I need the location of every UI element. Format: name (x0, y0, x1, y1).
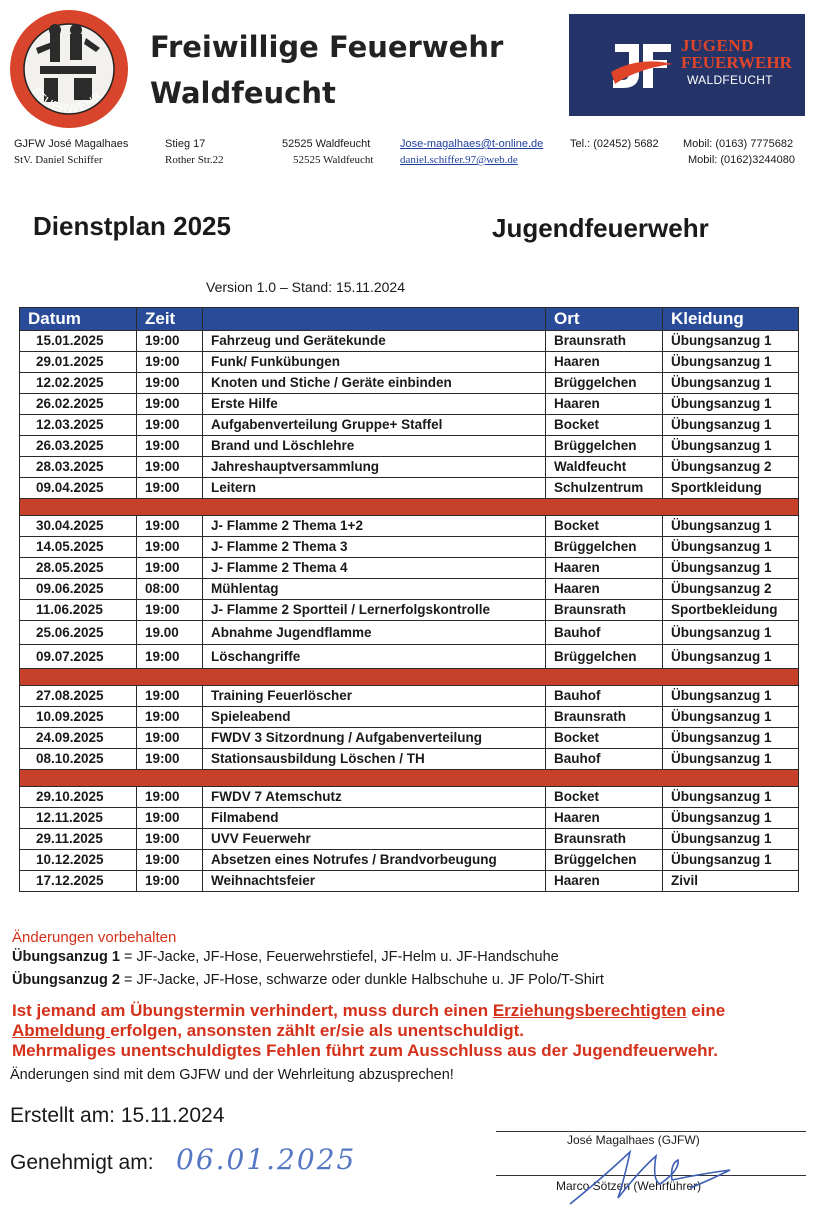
table-row (20, 415, 799, 436)
cell-topic: Aufgabenverteilung Gruppe+ Staffel (203, 415, 546, 436)
cell-date: 10.09.2025 (20, 707, 137, 728)
cell-date: 09.07.2025 (20, 645, 137, 669)
cell-clothing: Übungsanzug 1 (663, 749, 799, 770)
col-header-clothing: Kleidung (663, 308, 799, 331)
cell-date: 17.12.2025 (20, 871, 137, 892)
cell-date: 11.06.2025 (20, 600, 137, 621)
cell-location: Bocket (546, 787, 663, 808)
cell-location: Bauhof (546, 686, 663, 707)
org-name-line2: Waldfeucht (150, 76, 336, 110)
cell-location: Bauhof (546, 621, 663, 645)
section-separator (20, 499, 799, 516)
cell-location: Haaren (546, 871, 663, 892)
cell-topic: J- Flamme 2 Thema 1+2 (203, 516, 546, 537)
cell-location: Waldfeucht (546, 457, 663, 478)
contact-street-2: Rother Str.22 (165, 154, 224, 166)
section-separator-bar (20, 499, 799, 516)
cell-topic: Filmabend (203, 808, 546, 829)
contact-mobil-1: Mobil: (0163) 7775682 (683, 138, 794, 150)
contact-city-2: 52525 Waldfeucht (293, 154, 374, 166)
cell-time: 19:00 (137, 787, 203, 808)
schedule-table (19, 307, 799, 892)
cell-clothing: Übungsanzug 2 (663, 579, 799, 600)
approved-label: Genehmigt am: (10, 1151, 154, 1174)
cell-topic: FWDV 7 Atemschutz (203, 787, 546, 808)
table-row (20, 621, 799, 645)
cell-location: Bocket (546, 516, 663, 537)
table-header-row (20, 308, 799, 331)
cell-time: 19:00 (137, 808, 203, 829)
cell-location: Bocket (546, 415, 663, 436)
cell-time: 19.00 (137, 621, 203, 645)
cell-date: 29.01.2025 (20, 352, 137, 373)
table-row (20, 850, 799, 871)
cell-location: Schulzentrum (546, 478, 663, 499)
table-row (20, 787, 799, 808)
cell-date: 14.05.2025 (20, 537, 137, 558)
cell-time: 19:00 (137, 331, 203, 352)
suit2-label: Übungsanzug 2 (12, 972, 120, 988)
signature-name-1: José Magalhaes (GJFW) (567, 1133, 700, 1147)
cell-topic: Mühlentag (203, 579, 546, 600)
cell-date: 12.02.2025 (20, 373, 137, 394)
contact-mobil-2: Mobil: (0162)3244080 (688, 154, 796, 166)
cell-time: 19:00 (137, 373, 203, 394)
warning-part-c: erfolgen, ansonsten zählt er/sie als unentschuldigt. (110, 1021, 524, 1040)
table-row (20, 373, 799, 394)
page-subtitle: Jugendfeuerwehr (492, 213, 709, 243)
org-name-line1: Freiwillige Feuerwehr (150, 30, 504, 64)
cell-clothing: Übungsanzug 1 (663, 850, 799, 871)
cell-clothing: Übungsanzug 1 (663, 352, 799, 373)
table-row (20, 352, 799, 373)
suit2-text: = JF-Jacke, JF-Hose, schwarze oder dunkle Halbschuhe u. JF Polo/T-Shirt (119, 972, 604, 988)
fire-department-emblem (8, 8, 130, 130)
cell-time: 19:00 (137, 850, 203, 871)
cell-time: 19:00 (137, 478, 203, 499)
approved-date-handwritten: 06.01.2025 (176, 1143, 357, 1176)
cell-clothing: Übungsanzug 1 (663, 436, 799, 457)
table-row (20, 749, 799, 770)
table-row (20, 436, 799, 457)
absence-warning (12, 1001, 812, 1061)
handwritten-signature (560, 1140, 760, 1210)
cell-date: 28.05.2025 (20, 558, 137, 579)
suit1-definition (12, 949, 559, 965)
cell-time: 19:00 (137, 600, 203, 621)
cell-time: 19:00 (137, 457, 203, 478)
table-row (20, 871, 799, 892)
cell-clothing: Sportbekleidung (663, 600, 799, 621)
cell-time: 19:00 (137, 415, 203, 436)
cell-location: Bocket (546, 728, 663, 749)
cell-topic: Brand und Löschlehre (203, 436, 546, 457)
cell-time: 19:00 (137, 686, 203, 707)
cell-topic: Erste Hilfe (203, 394, 546, 415)
jf-logo-line1: JUGEND (681, 36, 754, 55)
col-header-time: Zeit (137, 308, 203, 331)
cell-location: Braunsrath (546, 600, 663, 621)
contact-name-2: StV. Daniel Schiffer (14, 154, 103, 166)
cell-time: 19:00 (137, 558, 203, 579)
table-row (20, 579, 799, 600)
table-row (20, 829, 799, 850)
cell-date: 26.03.2025 (20, 436, 137, 457)
cell-topic: Leitern (203, 478, 546, 499)
cell-clothing: Übungsanzug 1 (663, 394, 799, 415)
cell-time: 19:00 (137, 749, 203, 770)
cell-date: 15.01.2025 (20, 331, 137, 352)
cell-clothing: Zivil (663, 871, 799, 892)
table-row (20, 478, 799, 499)
cell-topic: Löschangriffe (203, 645, 546, 669)
cell-clothing: Übungsanzug 1 (663, 728, 799, 749)
table-row (20, 686, 799, 707)
cell-date: 30.04.2025 (20, 516, 137, 537)
cell-date: 08.10.2025 (20, 749, 137, 770)
cell-location: Brüggelchen (546, 850, 663, 871)
warning-part-a: Ist jemand am Übungstermin verhindert, muss durch einen (12, 1001, 493, 1020)
cell-clothing: Übungsanzug 1 (663, 621, 799, 645)
cell-location: Haaren (546, 352, 663, 373)
table-row (20, 808, 799, 829)
cell-location: Brüggelchen (546, 436, 663, 457)
section-separator-bar (20, 770, 799, 787)
cell-date: 24.09.2025 (20, 728, 137, 749)
cell-location: Brüggelchen (546, 373, 663, 394)
cell-clothing: Übungsanzug 2 (663, 457, 799, 478)
signature-name-2: Marco Sötzen (Wehrführer) (556, 1179, 702, 1193)
cell-location: Braunsrath (546, 707, 663, 728)
cell-clothing: Übungsanzug 1 (663, 516, 799, 537)
table-row (20, 537, 799, 558)
warning-exclusion: Mehrmaliges unentschuldigtes Fehlen führt zum Ausschluss aus der Jugendfeuerwehr. (12, 1041, 718, 1060)
cell-date: 27.08.2025 (20, 686, 137, 707)
cell-location: Haaren (546, 808, 663, 829)
cell-topic: Weihnachtsfeier (203, 871, 546, 892)
cell-topic: Knoten und Stiche / Geräte einbinden (203, 373, 546, 394)
cell-topic: Stationsausbildung Löschen / TH (203, 749, 546, 770)
cell-clothing: Übungsanzug 1 (663, 686, 799, 707)
cell-topic: Abnahme Jugendflamme (203, 621, 546, 645)
cell-date: 10.12.2025 (20, 850, 137, 871)
jf-mark-icon (609, 38, 675, 94)
cell-date: 29.10.2025 (20, 787, 137, 808)
cell-time: 19:00 (137, 707, 203, 728)
cell-location: Braunsrath (546, 331, 663, 352)
cell-clothing: Übungsanzug 1 (663, 707, 799, 728)
cell-clothing: Übungsanzug 1 (663, 537, 799, 558)
cell-clothing: Übungsanzug 1 (663, 645, 799, 669)
cell-date: 09.04.2025 (20, 478, 137, 499)
cell-topic: J- Flamme 2 Sportteil / Lernerfolgskontrolle (203, 600, 546, 621)
cell-date: 28.03.2025 (20, 457, 137, 478)
table-row (20, 645, 799, 669)
cell-time: 19:00 (137, 871, 203, 892)
col-header-date: Datum (20, 308, 137, 331)
cell-date: 12.03.2025 (20, 415, 137, 436)
cell-clothing: Übungsanzug 1 (663, 331, 799, 352)
cell-location: Haaren (546, 579, 663, 600)
cell-time: 19:00 (137, 728, 203, 749)
warning-deregistration: Abmeldung (12, 1021, 111, 1040)
cell-date: 26.02.2025 (20, 394, 137, 415)
section-separator (20, 770, 799, 787)
cell-date: 25.06.2025 (20, 621, 137, 645)
table-row (20, 558, 799, 579)
cell-location: Brüggelchen (546, 645, 663, 669)
contact-email-2[interactable]: daniel.schiffer.97@web.de (400, 154, 518, 166)
cell-time: 19:00 (137, 829, 203, 850)
created-date: Erstellt am: 15.11.2024 (10, 1104, 225, 1127)
cell-location: Bauhof (546, 749, 663, 770)
cell-location: Haaren (546, 394, 663, 415)
suit2-definition (12, 972, 604, 988)
suit1-label: Übungsanzug 1 (12, 949, 120, 965)
contact-city-1: 52525 Waldfeucht (282, 138, 371, 150)
cell-date: 29.11.2025 (20, 829, 137, 850)
col-header-location: Ort (546, 308, 663, 331)
section-separator-bar (20, 669, 799, 686)
signature-line-1 (496, 1131, 806, 1132)
cell-date: 12.11.2025 (20, 808, 137, 829)
suit1-text: = JF-Jacke, JF-Hose, Feuerwehrstiefel, JF-Helm u. JF-Handschuhe (119, 949, 559, 965)
cell-time: 19:00 (137, 394, 203, 415)
cell-topic: UVV Feuerwehr (203, 829, 546, 850)
emblem-ring-text: FEUERWEHR (28, 84, 106, 117)
cell-topic: Training Feuerlöscher (203, 686, 546, 707)
cell-topic: FWDV 3 Sitzordnung / Aufgabenverteilung (203, 728, 546, 749)
jugendfeuerwehr-logo (569, 14, 805, 116)
contact-tel-1: Tel.: (02452) 5682 (570, 138, 659, 150)
schedule-body (20, 331, 799, 892)
contact-name-1: GJFW José Magalhaes (14, 138, 129, 150)
cell-clothing: Übungsanzug 1 (663, 373, 799, 394)
cell-location: Braunsrath (546, 829, 663, 850)
page-title: Dienstplan 2025 (33, 211, 231, 241)
table-row (20, 331, 799, 352)
cell-time: 19:00 (137, 537, 203, 558)
col-header-topic (203, 308, 546, 331)
cell-topic: Jahreshauptversammlung (203, 457, 546, 478)
table-row (20, 394, 799, 415)
changes-reserved-note: Änderungen vorbehalten (12, 929, 177, 946)
jf-logo-line3: WALDFEUCHT (687, 73, 773, 87)
cell-clothing: Übungsanzug 1 (663, 558, 799, 579)
cell-topic: Absetzen eines Notrufes / Brandvorbeugung (203, 850, 546, 871)
warning-part-b: eine (686, 1001, 726, 1020)
cell-clothing: Übungsanzug 1 (663, 415, 799, 436)
contact-email-1[interactable]: Jose-magalhaes@t-online.de (400, 138, 544, 150)
cell-topic: J- Flamme 2 Thema 4 (203, 558, 546, 579)
cell-topic: Fahrzeug und Gerätekunde (203, 331, 546, 352)
cell-clothing: Sportkleidung (663, 478, 799, 499)
warning-guardian: Erziehungsberechtigten (492, 1001, 687, 1020)
cell-location: Haaren (546, 558, 663, 579)
table-row (20, 516, 799, 537)
cell-clothing: Übungsanzug 1 (663, 808, 799, 829)
cell-time: 19:00 (137, 352, 203, 373)
cell-location: Brüggelchen (546, 537, 663, 558)
version-stamp: Version 1.0 – Stand: 15.11.2024 (206, 279, 406, 295)
cell-time: 19:00 (137, 516, 203, 537)
cell-time: 19:00 (137, 436, 203, 457)
jf-logo-line2: FEUERWEHR (681, 53, 792, 72)
contact-street-1: Stieg 17 (165, 138, 206, 150)
cell-topic: Spieleabend (203, 707, 546, 728)
cell-clothing: Übungsanzug 1 (663, 787, 799, 808)
cell-time: 19:00 (137, 645, 203, 669)
cell-clothing: Übungsanzug 1 (663, 829, 799, 850)
table-row (20, 600, 799, 621)
cell-time: 08:00 (137, 579, 203, 600)
cell-topic: J- Flamme 2 Thema 3 (203, 537, 546, 558)
table-row (20, 728, 799, 749)
table-row (20, 457, 799, 478)
coordination-note: Änderungen sind mit dem GJFW und der Wehrleitung abzusprechen! (10, 1067, 454, 1083)
table-row (20, 707, 799, 728)
cell-topic: Funk/ Funkübungen (203, 352, 546, 373)
cell-date: 09.06.2025 (20, 579, 137, 600)
section-separator (20, 669, 799, 686)
